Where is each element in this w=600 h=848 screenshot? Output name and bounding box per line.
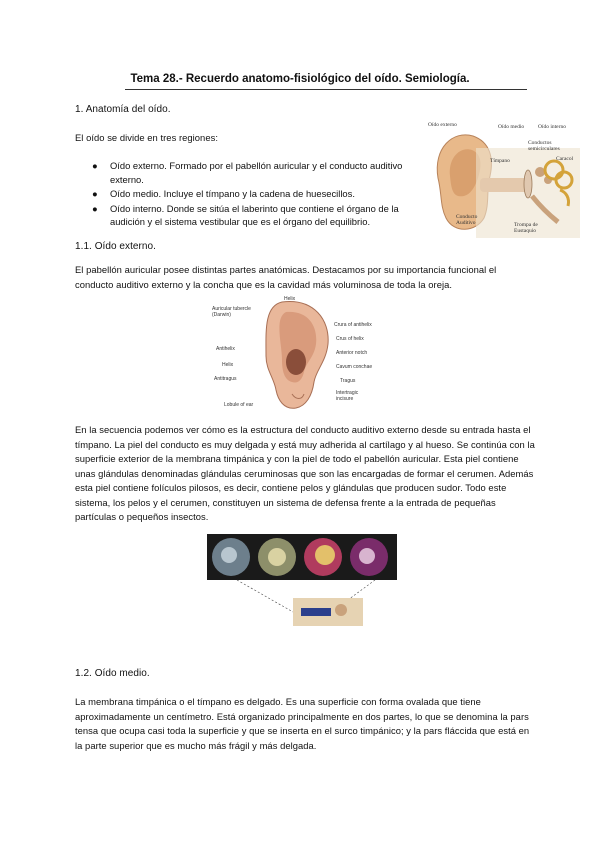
list-item: ● Oído interno. Donde se sitúa el laberinto que contiene el órgano de la audición y el sistema vestibular que es el órgano del equilibrio. bbox=[92, 202, 399, 227]
label-semicircular-canals: Conductos semicirculares bbox=[528, 140, 560, 152]
label-helix-top: Helix bbox=[284, 296, 296, 302]
label-inner-ear: Oído interno bbox=[538, 124, 566, 130]
label-eustachian-tube: Trompa de Eustaquio bbox=[514, 222, 538, 234]
label-middle-ear: Oído medio bbox=[498, 124, 525, 130]
auricle-figure bbox=[212, 296, 373, 412]
label-crus-helix: Crus of helix bbox=[336, 336, 364, 342]
title-underline bbox=[125, 89, 527, 90]
ear-anatomy-illustration bbox=[428, 118, 580, 238]
label-auditory-canal: Conducto Auditivo bbox=[456, 214, 478, 226]
label-antihelix: Antihelix bbox=[216, 346, 235, 352]
list-item: ● Oído medio. Incluye el tímpano y la cadena de huesecillos. bbox=[92, 188, 355, 199]
label-outer-ear: Oído externo bbox=[428, 122, 457, 128]
page-title: Tema 28.- Recuerdo anatomo-fisiológico del oído. Semiología. bbox=[130, 73, 470, 85]
intro-text: El oído se divide en tres regiones: bbox=[75, 132, 218, 143]
outer-ear-paragraph-2: En la secuencia podemos ver cómo es la estructura del conducto auditivo externo desde su entrada hasta el tímpano. La piel del conducto es muy delgada y está muy adherida al cartílago y al hueso. Se continúa con la superficie exterior de la membrana timpánica y con la piel de todo el pabellón auricular. Esta piel contiene unas glándulas denominadas glándulas ceruminosas que son las encargadas de formar el cerumen. Además esta piel contiene folículos pilosos, es decir, contiene pelos y glándulas que producen sudor. Todo este sistema, los pelos y el cerumen, constituyen un sistema de defensa frente a la entrada de pequeñas partículas o pequeños insectos. bbox=[75, 424, 535, 522]
section-heading-anatomy: 1. Anatomía del oído. bbox=[75, 104, 171, 115]
label-crura-antihelix: Crura of antihelix bbox=[334, 322, 372, 328]
outer-ear-paragraph-1: El pabellón auricular posee distintas partes anatómicas. Destacamos por su importancia funcional el conducto auditivo externo y la concha que es la cavidad más voluminosa de toda la oreja. bbox=[75, 264, 497, 290]
label-helix-left: Helix bbox=[222, 362, 234, 368]
label-darwin-tubercle: Auricular tubercle (Darwin) bbox=[212, 306, 251, 318]
label-cochlea: Caracol bbox=[556, 156, 574, 162]
otoscopy-illustration bbox=[207, 528, 397, 628]
label-tragus: Tragus bbox=[340, 378, 356, 384]
section-heading-middle-ear: 1.2. Oído medio. bbox=[75, 668, 150, 679]
label-anterior-notch: Anterior notch bbox=[336, 350, 368, 356]
ear-anatomy-figure bbox=[428, 118, 580, 238]
regions-list bbox=[92, 159, 422, 230]
otoscopy-figure bbox=[207, 528, 397, 628]
label-lobule: Lobule of ear bbox=[224, 402, 254, 408]
label-cavum-conchae: Cavum conchae bbox=[336, 364, 373, 370]
middle-ear-paragraph: La membrana timpánica o el tímpano es delgado. Es una superficie con forma ovalada que tiene aproximadamente un centímetro. Está organizado principalmente en dos partes, lo que se denomina la pars tensa que ocupa casi toda la superficie y que se inserta en el surco timpánico; y la pars fláccida que está en la parte superior que es mucho más frágil y más delgada. bbox=[75, 696, 530, 751]
label-antitragus: Antitragus bbox=[214, 376, 237, 382]
label-eardrum: Tímpano bbox=[490, 158, 510, 164]
label-intertragic-incisure: Intertragic incisure bbox=[336, 390, 359, 402]
section-heading-outer-ear: 1.1. Oído externo. bbox=[75, 241, 156, 252]
list-item: ● Oído externo. Formado por el pabellón auricular y el conducto auditivo externo. bbox=[92, 160, 403, 185]
